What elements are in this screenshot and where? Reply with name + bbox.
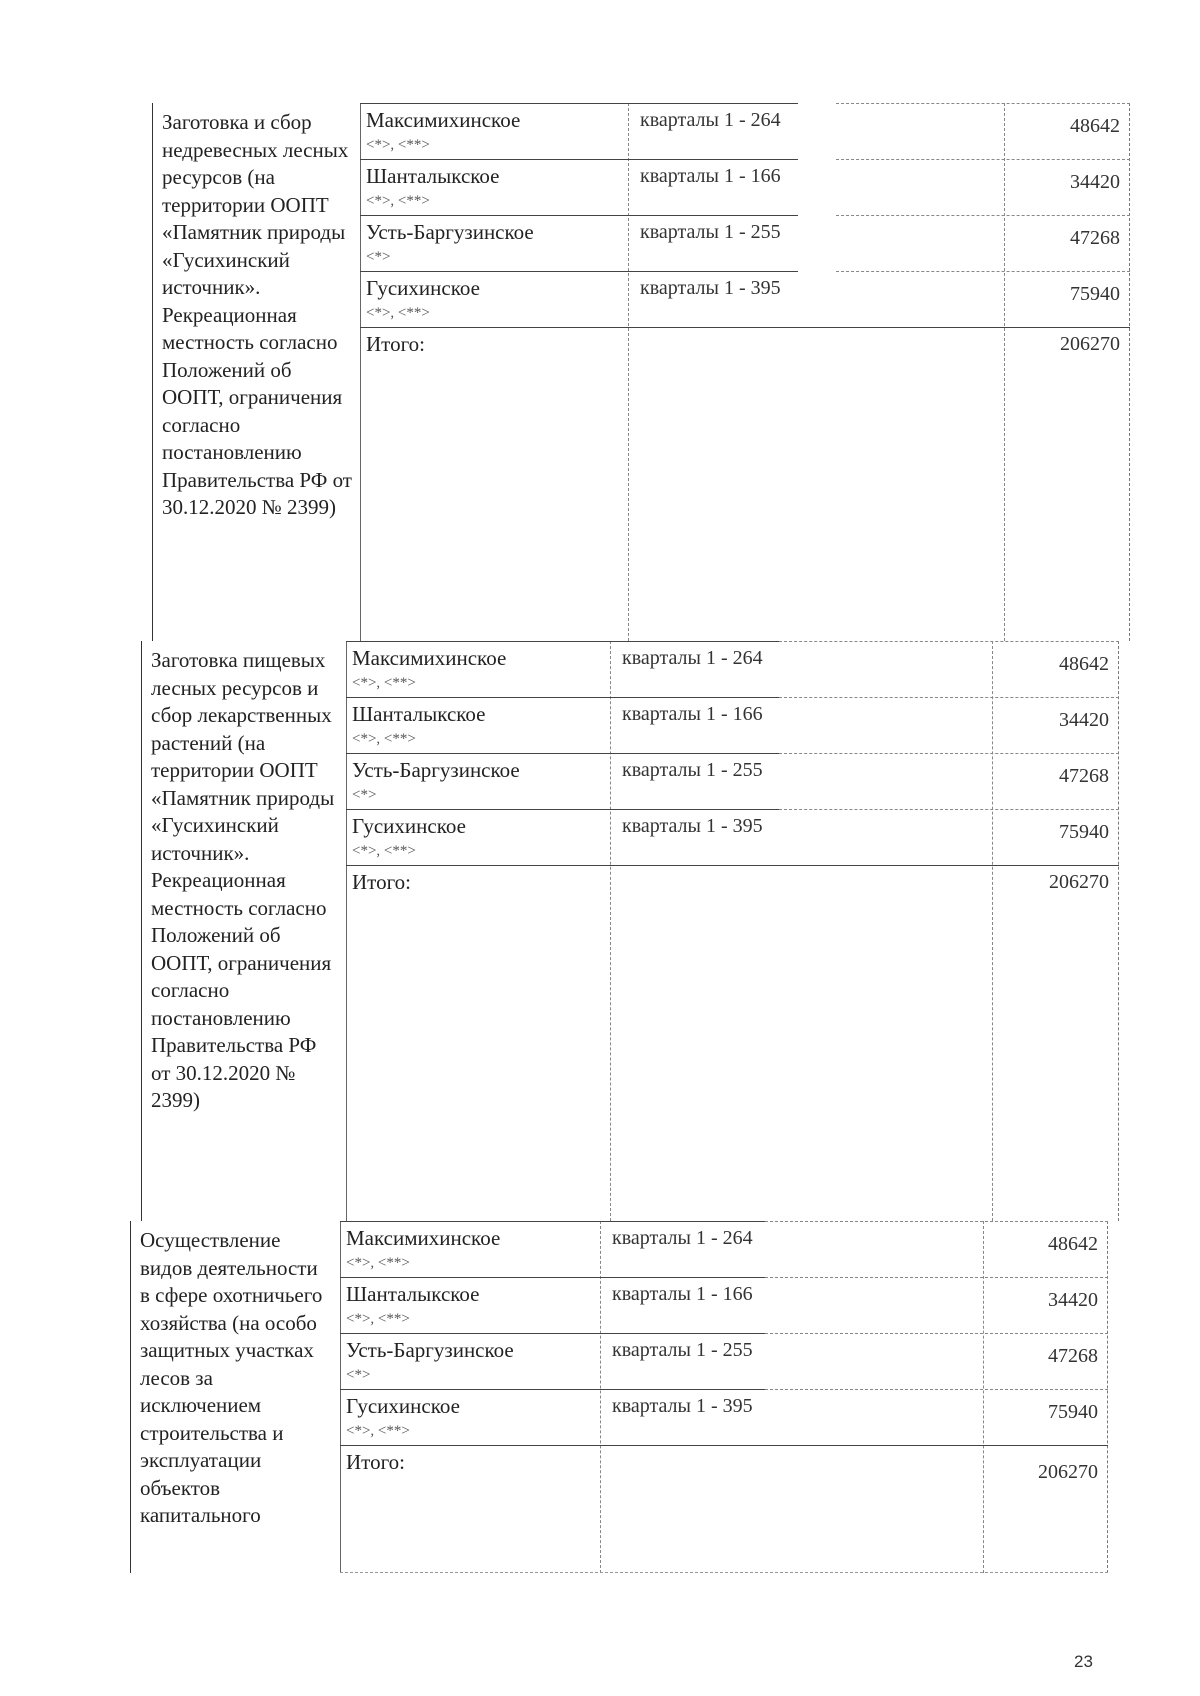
table-block bbox=[130, 1221, 1108, 1573]
page-number: 23 bbox=[1074, 1652, 1093, 1671]
volume-value: 34420 bbox=[1059, 709, 1109, 731]
table-block bbox=[152, 103, 1130, 641]
footnote-mark: <*>, <**> bbox=[352, 675, 416, 691]
quarters-range: кварталы 1 - 255 bbox=[612, 1339, 753, 1361]
quarters-range: кварталы 1 - 395 bbox=[622, 815, 763, 837]
table-row bbox=[340, 1277, 1108, 1333]
total-row bbox=[360, 327, 1130, 383]
volume-value: 47268 bbox=[1059, 765, 1109, 787]
forestry-name: Гусихинское bbox=[366, 276, 480, 300]
volume-value: 47268 bbox=[1070, 227, 1120, 249]
table-row bbox=[346, 753, 1119, 809]
footnote-mark: <*>, <**> bbox=[346, 1423, 410, 1439]
footnote-mark: <*>, <**> bbox=[346, 1255, 410, 1271]
quarters-range: кварталы 1 - 166 bbox=[640, 165, 781, 187]
forestry-name: Шанталыкское bbox=[352, 702, 486, 726]
total-label: Итого: bbox=[346, 1450, 405, 1474]
table-row bbox=[346, 809, 1119, 865]
quarters-range: кварталы 1 - 395 bbox=[612, 1395, 753, 1417]
volume-value: 75940 bbox=[1070, 283, 1120, 305]
activity-category: Заготовка и сбор недревесных лесных ресурсов (на территории ООПТ «Памятник природы «Гусихинский источник». Рекреационная местность согласно Положений об ООПТ, ограничения согласно постановлению Правительства РФ от 30.12.2020 № 2399) bbox=[162, 110, 352, 519]
footnote-mark: <*>, <**> bbox=[366, 305, 430, 321]
table-row bbox=[346, 641, 1119, 697]
forestry-name: Усть-Баргузинское bbox=[346, 1338, 514, 1362]
total-row bbox=[346, 865, 1119, 921]
volume-value: 75940 bbox=[1059, 821, 1109, 843]
volume-value: 34420 bbox=[1048, 1289, 1098, 1311]
volume-value: 75940 bbox=[1048, 1401, 1098, 1423]
footnote-mark: <*> bbox=[346, 1367, 371, 1383]
quarters-range: кварталы 1 - 166 bbox=[612, 1283, 753, 1305]
forestry-name: Шанталыкское bbox=[346, 1282, 480, 1306]
total-label: Итого: bbox=[352, 870, 411, 894]
forestry-name: Максимихинское bbox=[346, 1226, 501, 1250]
quarters-range: кварталы 1 - 255 bbox=[622, 759, 763, 781]
forestry-name: Шанталыкское bbox=[366, 164, 500, 188]
quarters-range: кварталы 1 - 255 bbox=[640, 221, 781, 243]
quarters-range: кварталы 1 - 264 bbox=[612, 1227, 753, 1249]
total-value: 206270 bbox=[1049, 871, 1109, 893]
volume-value: 48642 bbox=[1070, 115, 1120, 137]
forestry-name: Гусихинское bbox=[352, 814, 466, 838]
activity-category: Осуществление видов деятельности в сфере охотничьего хозяйства (на особо защитных участках лесов за исключением строительства и эксплуатации объектов капитального bbox=[140, 1228, 323, 1527]
table-row bbox=[360, 103, 1130, 159]
total-value: 206270 bbox=[1038, 1461, 1098, 1483]
table-row bbox=[340, 1333, 1108, 1389]
footnote-mark: <*>, <**> bbox=[346, 1311, 410, 1327]
activity-category: Заготовка пищевых лесных ресурсов и сбор лекарственных растений (на территории ООПТ «Памятник природы «Гусихинский источник». Рекреационная местность согласно Положений об ООПТ, ограничения согласно постановлению Правительства РФ от 30.12.2020 № 2399) bbox=[151, 648, 335, 1112]
table-row bbox=[346, 697, 1119, 753]
table-row bbox=[340, 1389, 1108, 1445]
table-row bbox=[360, 215, 1130, 271]
footnote-mark: <*>, <**> bbox=[352, 731, 416, 747]
volume-value: 47268 bbox=[1048, 1345, 1098, 1367]
total-value: 206270 bbox=[1060, 333, 1120, 355]
forestry-name: Гусихинское bbox=[346, 1394, 460, 1418]
footnote-mark: <*> bbox=[366, 249, 391, 265]
footnote-mark: <*>, <**> bbox=[366, 137, 430, 153]
forestry-name: Максимихинское bbox=[366, 108, 521, 132]
quarters-range: кварталы 1 - 166 bbox=[622, 703, 763, 725]
footnote-mark: <*>, <**> bbox=[366, 193, 430, 209]
forestry-name: Максимихинское bbox=[352, 646, 507, 670]
table-block bbox=[141, 641, 1119, 1221]
quarters-range: кварталы 1 - 264 bbox=[640, 109, 781, 131]
table-row bbox=[340, 1221, 1108, 1277]
table-row bbox=[360, 271, 1130, 327]
forestry-name: Усть-Баргузинское bbox=[366, 220, 534, 244]
volume-value: 48642 bbox=[1048, 1233, 1098, 1255]
quarters-range: кварталы 1 - 264 bbox=[622, 647, 763, 669]
quarters-range: кварталы 1 - 395 bbox=[640, 277, 781, 299]
footnote-mark: <*>, <**> bbox=[352, 843, 416, 859]
table-row bbox=[360, 159, 1130, 215]
forestry-name: Усть-Баргузинское bbox=[352, 758, 520, 782]
volume-value: 48642 bbox=[1059, 653, 1109, 675]
volume-value: 34420 bbox=[1070, 171, 1120, 193]
footnote-mark: <*> bbox=[352, 787, 377, 803]
total-label: Итого: bbox=[366, 332, 425, 356]
total-row bbox=[340, 1445, 1108, 1501]
